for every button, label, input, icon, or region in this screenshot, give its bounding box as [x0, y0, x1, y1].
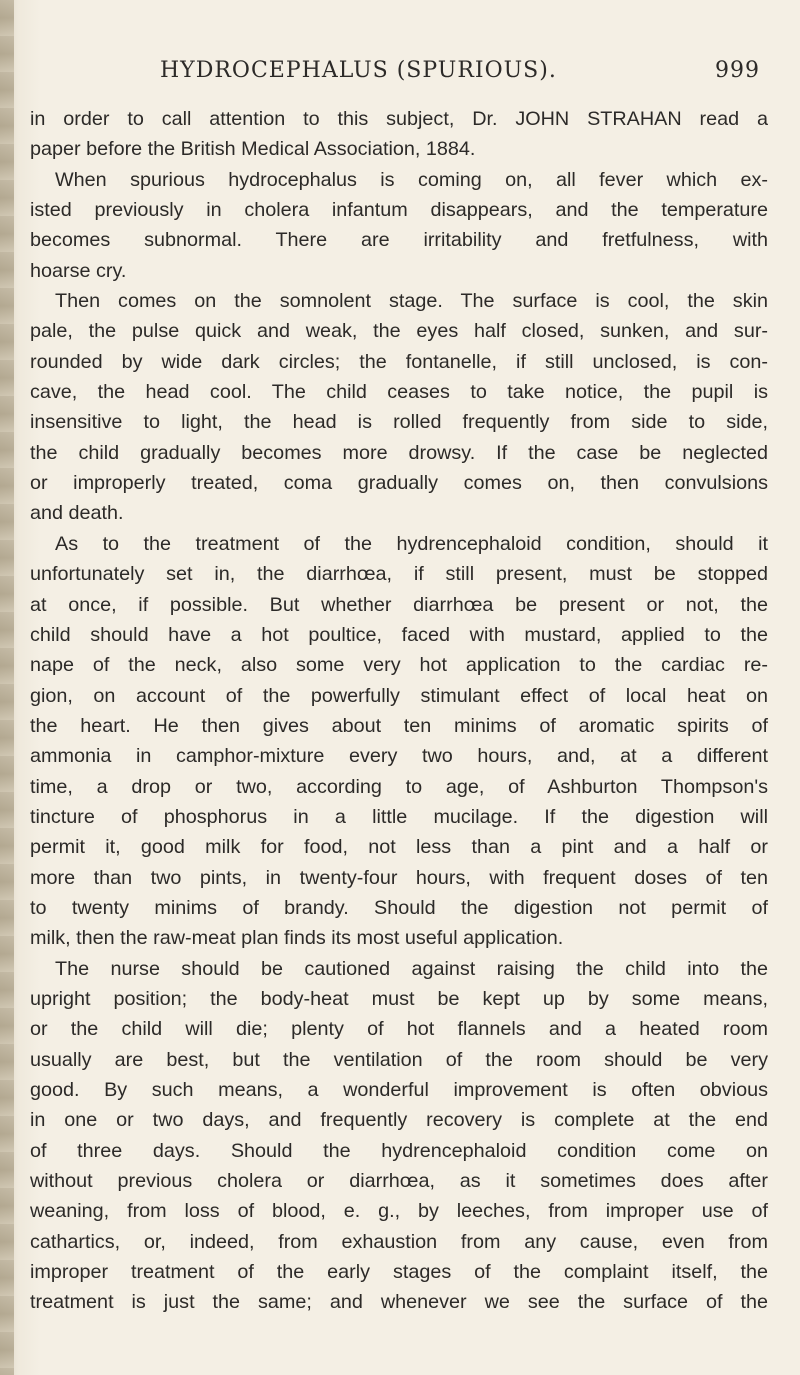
text-line: in order to call attention to this subject, Dr. JOHN STRAHAN read a: [30, 108, 768, 130]
text-line: the child gradually becomes more drowsy. If the case be neglected: [30, 441, 768, 464]
text-line: paper before the British Medical Association, 1884.: [30, 138, 476, 161]
text-line: cave, the head cool. The child ceases to take notice, the pupil is: [30, 381, 768, 404]
text-line: isted previously in cholera infantum disappears, and the temperature: [30, 199, 768, 222]
text-line: gion, on account of the powerfully stimulant effect of local heat on: [30, 684, 768, 707]
text-line: milk, then the raw-meat plan finds its most useful application.: [30, 927, 564, 950]
page-header: [160, 58, 760, 90]
text-line: tincture of phosphorus in a little mucilage. If the digestion will: [30, 805, 768, 828]
text-line: hoarse cry.: [30, 259, 127, 282]
text-line: Then comes on the somnolent stage. The surface is cool, the skin: [55, 290, 768, 313]
text-line: When spurious hydrocephalus is coming on, all fever which ex-: [55, 168, 768, 191]
text-line: weaning, from loss of blood, e. g., by leeches, from improper use of: [30, 1200, 768, 1223]
text-line: good. By such means, a wonderful improvement is often obvious: [30, 1079, 768, 1101]
text-line: upright position; the body-heat must be kept up by some means,: [30, 987, 768, 1010]
text-line: The nurse should be cautioned against raising the child into the: [55, 957, 768, 980]
page-binding-edge: [0, 0, 14, 1375]
text-line: child should have a hot poultice, faced with mustard, applied to the: [30, 623, 768, 646]
text-line: or improperly treated, coma gradually comes on, then convulsions: [30, 472, 768, 495]
text-line: usually are best, but the ventilation of the room should be very: [30, 1048, 768, 1071]
text-line: rounded by wide dark circles; the fontanelle, if still unclosed, is con-: [30, 350, 768, 373]
text-line: at once, if possible. But whether diarrhœa be present or not, the: [30, 593, 768, 616]
text-line: improper treatment of the early stages of the complaint itself, the: [30, 1261, 768, 1284]
text-line: unfortunately set in, the diarrhœa, if still present, must be stopped: [30, 563, 768, 586]
text-line: insensitive to light, the head is rolled frequently from side to side,: [30, 411, 768, 434]
text-line: becomes subnormal. There are irritability and fretfulness, with: [30, 229, 768, 252]
text-line: without previous cholera or diarrhœa, as it sometimes does after: [30, 1170, 768, 1193]
text-line: permit it, good milk for food, not less than a pint and a half or: [30, 836, 768, 859]
text-line: or the child will die; plenty of hot flannels and a heated room: [30, 1018, 768, 1041]
body-text: [30, 104, 768, 1318]
text-line: pale, the pulse quick and weak, the eyes half closed, sunken, and sur-: [30, 320, 768, 343]
running-title: HYDROCEPHALUS (SPURIOUS).: [160, 58, 557, 83]
text-line: cathartics, or, indeed, from exhaustion from any cause, even from: [30, 1230, 768, 1253]
page-number: 999: [715, 58, 760, 83]
text-line: and death.: [30, 502, 124, 525]
text-line: of three days. Should the hydrencephaloid condition come on: [30, 1139, 768, 1162]
text-line: time, a drop or two, according to age, of Ashburton Thompson's: [30, 775, 768, 798]
text-line: to twenty minims of brandy. Should the digestion not permit of: [30, 896, 768, 919]
text-line: As to the treatment of the hydrencephaloid condition, should it: [55, 532, 768, 555]
text-line: in one or two days, and frequently recovery is complete at the end: [30, 1109, 768, 1132]
text-line: ammonia in camphor-mixture every two hours, and, at a different: [30, 745, 768, 768]
text-line: nape of the neck, also some very hot application to the cardiac re-: [30, 654, 768, 677]
text-line: more than two pints, in twenty-four hours, with frequent doses of ten: [30, 866, 768, 889]
text-line: treatment is just the same; and whenever we see the surface of the: [30, 1291, 768, 1314]
text-line: the heart. He then gives about ten minims of aromatic spirits of: [30, 714, 768, 737]
